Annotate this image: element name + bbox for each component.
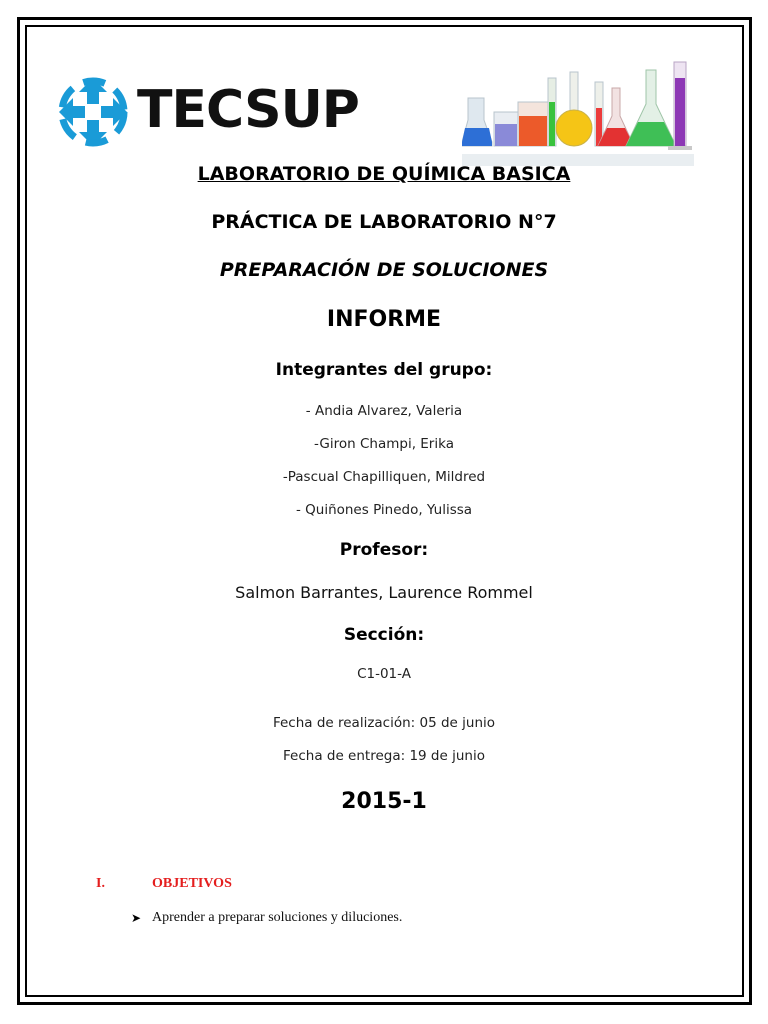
member-item: -Pascual Chapilliquen, Mildred: [282, 469, 486, 485]
delivery-date: Fecha de entrega: 19 de junio: [283, 748, 485, 764]
section-value: C1-01-A: [357, 666, 411, 682]
report-title: INFORME: [326, 307, 442, 332]
professor-name: Salmon Barrantes, Laurence Rommel: [235, 583, 533, 602]
member-item: - Andia Alvarez, Valeria: [305, 403, 463, 419]
member-item: -Giron Champi, Erika: [314, 436, 454, 452]
section-heading: Sección:: [343, 625, 425, 645]
topic-title: PREPARACIÓN DE SOLUCIONES: [219, 259, 549, 281]
objectives-number: I.: [96, 876, 105, 891]
logo-text: TECSUP: [137, 80, 359, 140]
realization-date: Fecha de realización: 05 de junio: [272, 715, 496, 731]
member-item: - Quiñones Pinedo, Yulissa: [295, 502, 473, 518]
laboratory-flasks-image: [462, 58, 694, 166]
objectives-heading: OBJETIVOS: [152, 876, 232, 891]
practice-title: PRÁCTICA DE LABORATORIO N°7: [211, 211, 557, 233]
members-heading: Integrantes del grupo:: [275, 360, 493, 380]
tecsup-logo: [55, 72, 359, 152]
academic-period: 2015-1: [341, 789, 427, 814]
lab-title: LABORATORIO DE QUÍMICA BASICA: [197, 163, 571, 185]
professor-heading: Profesor:: [339, 540, 429, 560]
tecsup-arrows-logo-icon: [55, 74, 131, 150]
arrow-bullet-icon: ➤: [131, 911, 142, 925]
objective-item: Aprender a preparar soluciones y diluciones.: [152, 910, 403, 925]
